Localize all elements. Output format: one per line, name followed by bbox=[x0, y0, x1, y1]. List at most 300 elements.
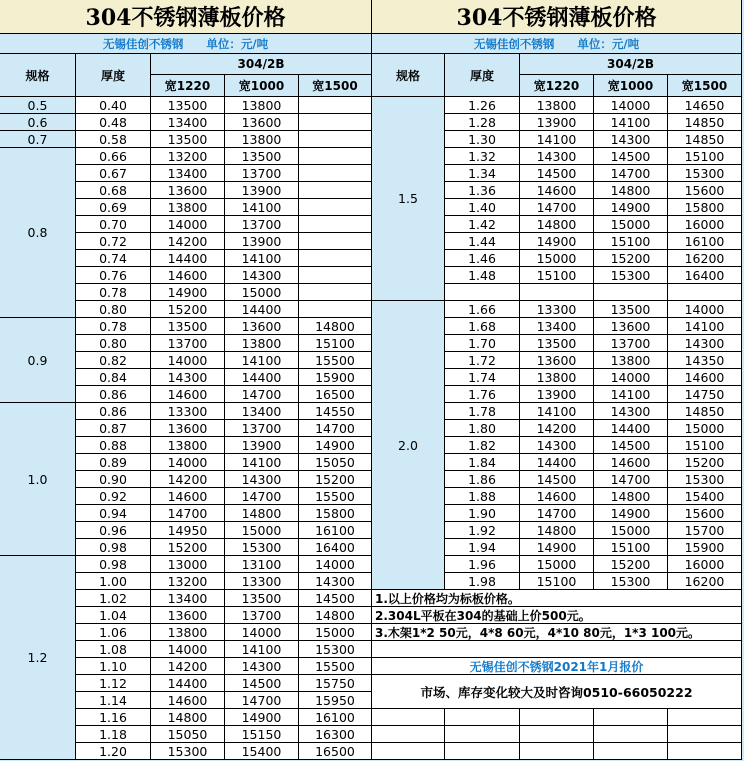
header-width-1220: 宽1220 bbox=[151, 75, 225, 97]
price-1000-cell: 13700 bbox=[594, 335, 668, 352]
thickness-cell: 0.98 bbox=[76, 556, 151, 573]
price-1500-cell: 15750 bbox=[299, 675, 372, 692]
price-1500-cell: 14350 bbox=[668, 352, 742, 369]
price-1000-cell: 15000 bbox=[225, 284, 299, 301]
price-1500-cell: 14700 bbox=[299, 420, 372, 437]
price-1500-cell bbox=[299, 114, 372, 131]
price-1000-cell: 14400 bbox=[594, 420, 668, 437]
price-1000-cell: 13900 bbox=[225, 182, 299, 199]
price-1500-cell bbox=[299, 301, 372, 318]
price-1000-cell: 14900 bbox=[594, 199, 668, 216]
price-1000-cell: 15300 bbox=[594, 573, 668, 590]
empty-cell bbox=[372, 743, 445, 760]
price-1000-cell: 14700 bbox=[594, 165, 668, 182]
empty-cell bbox=[594, 709, 668, 726]
price-1000-cell: 14100 bbox=[225, 641, 299, 658]
price-1220-cell: 13900 bbox=[520, 386, 594, 403]
price-1500-cell: 14300 bbox=[668, 335, 742, 352]
thickness-cell bbox=[445, 284, 520, 301]
thickness-cell: 0.74 bbox=[76, 250, 151, 267]
thickness-cell: 1.76 bbox=[445, 386, 520, 403]
price-1220-cell: 13800 bbox=[520, 369, 594, 386]
price-1000-cell: 14000 bbox=[594, 369, 668, 386]
price-1500-cell: 15600 bbox=[668, 182, 742, 199]
note-line: 1.以上价格均为标板价格。 bbox=[372, 590, 742, 607]
price-1220-cell: 14400 bbox=[520, 454, 594, 471]
price-1500-cell: 16100 bbox=[299, 709, 372, 726]
price-1000-cell: 14000 bbox=[225, 624, 299, 641]
thickness-cell: 0.84 bbox=[76, 369, 151, 386]
price-1500-cell: 14100 bbox=[668, 318, 742, 335]
price-1500-cell: 14000 bbox=[668, 301, 742, 318]
price-1500-cell: 14900 bbox=[299, 437, 372, 454]
empty-cell bbox=[594, 743, 668, 760]
thickness-cell: 1.98 bbox=[445, 573, 520, 590]
price-1500-cell: 15400 bbox=[668, 488, 742, 505]
price-1220-cell: 13800 bbox=[151, 437, 225, 454]
price-1220-cell: 14600 bbox=[520, 182, 594, 199]
price-1000-cell: 14300 bbox=[594, 131, 668, 148]
price-1500-cell: 15700 bbox=[668, 522, 742, 539]
spec-cell: 0.9 bbox=[0, 318, 76, 403]
thickness-cell: 1.88 bbox=[445, 488, 520, 505]
empty-cell bbox=[445, 726, 520, 743]
sheet-title: 304不锈钢薄板价格 bbox=[0, 0, 372, 34]
thickness-cell: 0.72 bbox=[76, 233, 151, 250]
price-1220-cell: 13800 bbox=[151, 624, 225, 641]
thickness-cell: 1.40 bbox=[445, 199, 520, 216]
price-1220-cell: 13600 bbox=[151, 182, 225, 199]
thickness-cell: 0.87 bbox=[76, 420, 151, 437]
thickness-cell: 1.12 bbox=[76, 675, 151, 692]
price-1000-cell: 15150 bbox=[225, 726, 299, 743]
price-1000-cell: 13700 bbox=[225, 216, 299, 233]
thickness-cell: 1.96 bbox=[445, 556, 520, 573]
footer-quote-date: 无锡佳创不锈钢2021年1月报价 bbox=[372, 658, 742, 675]
price-1500-cell: 14800 bbox=[299, 318, 372, 335]
thickness-cell: 1.74 bbox=[445, 369, 520, 386]
price-1000-cell: 13800 bbox=[225, 97, 299, 114]
thickness-cell: 0.70 bbox=[76, 216, 151, 233]
price-1220-cell: 14600 bbox=[151, 386, 225, 403]
price-1500-cell: 14500 bbox=[299, 590, 372, 607]
blank-row bbox=[372, 641, 742, 658]
thickness-cell: 0.92 bbox=[76, 488, 151, 505]
price-1220-cell: 14900 bbox=[151, 284, 225, 301]
price-1000-cell: 14300 bbox=[225, 471, 299, 488]
price-1000-cell: 13700 bbox=[225, 607, 299, 624]
price-1500-cell: 15500 bbox=[299, 658, 372, 675]
price-1220-cell: 14300 bbox=[520, 437, 594, 454]
empty-cell bbox=[594, 726, 668, 743]
price-1500-cell: 15800 bbox=[299, 505, 372, 522]
price-1220-cell: 14700 bbox=[520, 505, 594, 522]
price-1000-cell: 14800 bbox=[594, 488, 668, 505]
price-1000-cell: 14400 bbox=[225, 369, 299, 386]
price-1500-cell: 15900 bbox=[668, 539, 742, 556]
header-spec: 规格 bbox=[372, 54, 445, 97]
price-1500-cell: 15100 bbox=[668, 437, 742, 454]
thickness-cell: 0.80 bbox=[76, 301, 151, 318]
price-1500-cell: 15500 bbox=[299, 352, 372, 369]
price-1000-cell: 14300 bbox=[594, 403, 668, 420]
price-1000-cell: 14100 bbox=[225, 454, 299, 471]
price-1000-cell bbox=[594, 284, 668, 301]
empty-cell bbox=[372, 709, 445, 726]
thickness-cell: 1.92 bbox=[445, 522, 520, 539]
price-1220-cell: 14900 bbox=[520, 233, 594, 250]
thickness-cell: 1.82 bbox=[445, 437, 520, 454]
price-1500-cell: 16200 bbox=[668, 250, 742, 267]
price-1220-cell: 14200 bbox=[151, 658, 225, 675]
price-1220-cell: 13800 bbox=[520, 97, 594, 114]
price-1000-cell: 14100 bbox=[225, 199, 299, 216]
price-1500-cell bbox=[299, 267, 372, 284]
empty-cell bbox=[668, 743, 742, 760]
thickness-cell: 1.42 bbox=[445, 216, 520, 233]
price-1220-cell: 14000 bbox=[151, 641, 225, 658]
price-1220-cell: 15100 bbox=[520, 267, 594, 284]
thickness-cell: 1.20 bbox=[76, 743, 151, 760]
price-1220-cell: 14400 bbox=[151, 675, 225, 692]
price-1500-cell: 16100 bbox=[299, 522, 372, 539]
empty-cell bbox=[520, 709, 594, 726]
price-1220-cell: 13000 bbox=[151, 556, 225, 573]
thickness-cell: 0.76 bbox=[76, 267, 151, 284]
price-1220-cell: 14600 bbox=[151, 267, 225, 284]
empty-cell bbox=[445, 709, 520, 726]
price-1220-cell: 13200 bbox=[151, 148, 225, 165]
price-1500-cell bbox=[299, 250, 372, 267]
price-1500-cell: 15200 bbox=[299, 471, 372, 488]
thickness-cell: 0.86 bbox=[76, 403, 151, 420]
price-1000-cell: 13900 bbox=[225, 233, 299, 250]
price-1220-cell: 13600 bbox=[151, 607, 225, 624]
thickness-cell: 0.78 bbox=[76, 284, 151, 301]
price-1500-cell: 15600 bbox=[668, 505, 742, 522]
price-1500-cell: 15300 bbox=[668, 165, 742, 182]
price-1000-cell: 13500 bbox=[225, 148, 299, 165]
price-1220-cell: 14300 bbox=[520, 148, 594, 165]
price-1000-cell: 14400 bbox=[225, 301, 299, 318]
price-1220-cell bbox=[520, 284, 594, 301]
thickness-cell: 1.08 bbox=[76, 641, 151, 658]
header-width-1000: 宽1000 bbox=[225, 75, 299, 97]
price-1500-cell: 16500 bbox=[299, 743, 372, 760]
price-1500-cell: 16300 bbox=[299, 726, 372, 743]
price-1220-cell: 14000 bbox=[151, 216, 225, 233]
price-1220-cell: 14800 bbox=[520, 522, 594, 539]
price-1000-cell: 14100 bbox=[594, 114, 668, 131]
price-1220-cell: 13800 bbox=[151, 199, 225, 216]
price-1220-cell: 13400 bbox=[151, 114, 225, 131]
thickness-cell: 1.16 bbox=[76, 709, 151, 726]
price-1500-cell bbox=[668, 284, 742, 301]
thickness-cell: 1.44 bbox=[445, 233, 520, 250]
price-1220-cell: 14800 bbox=[520, 216, 594, 233]
price-1000-cell: 13400 bbox=[225, 403, 299, 420]
price-1500-cell: 16400 bbox=[299, 539, 372, 556]
price-1000-cell: 13700 bbox=[225, 420, 299, 437]
thickness-cell: 1.80 bbox=[445, 420, 520, 437]
price-1220-cell: 14800 bbox=[151, 709, 225, 726]
thickness-cell: 0.89 bbox=[76, 454, 151, 471]
price-1500-cell: 14600 bbox=[668, 369, 742, 386]
price-1220-cell: 13300 bbox=[151, 403, 225, 420]
price-1000-cell: 15100 bbox=[594, 539, 668, 556]
thickness-cell: 0.66 bbox=[76, 148, 151, 165]
price-1000-cell: 13500 bbox=[225, 590, 299, 607]
price-1500-cell: 15000 bbox=[668, 420, 742, 437]
price-1000-cell: 15200 bbox=[594, 250, 668, 267]
price-1220-cell: 15000 bbox=[520, 250, 594, 267]
thickness-cell: 0.67 bbox=[76, 165, 151, 182]
thickness-cell: 0.68 bbox=[76, 182, 151, 199]
thickness-cell: 1.66 bbox=[445, 301, 520, 318]
price-1500-cell: 15950 bbox=[299, 692, 372, 709]
price-1000-cell: 14700 bbox=[225, 488, 299, 505]
thickness-cell: 0.40 bbox=[76, 97, 151, 114]
price-1500-cell: 15900 bbox=[299, 369, 372, 386]
price-1500-cell: 16100 bbox=[668, 233, 742, 250]
header-spec: 规格 bbox=[0, 54, 76, 97]
price-1500-cell: 14800 bbox=[299, 607, 372, 624]
header-thickness: 厚度 bbox=[76, 54, 151, 97]
thickness-cell: 1.26 bbox=[445, 97, 520, 114]
price-1500-cell: 14850 bbox=[668, 131, 742, 148]
thickness-cell: 1.30 bbox=[445, 131, 520, 148]
price-1000-cell: 14000 bbox=[594, 97, 668, 114]
thickness-cell: 1.02 bbox=[76, 590, 151, 607]
header-width-1000: 宽1000 bbox=[594, 75, 668, 97]
price-1000-cell: 13800 bbox=[225, 131, 299, 148]
price-1000-cell: 15300 bbox=[225, 539, 299, 556]
price-1500-cell: 14850 bbox=[668, 114, 742, 131]
price-1220-cell: 14300 bbox=[151, 369, 225, 386]
price-1000-cell: 14800 bbox=[594, 182, 668, 199]
thickness-cell: 1.68 bbox=[445, 318, 520, 335]
sheet-subtitle: 无锡佳创不锈钢 单位：元/吨 bbox=[372, 34, 742, 54]
thickness-cell: 0.88 bbox=[76, 437, 151, 454]
price-1000-cell: 13500 bbox=[594, 301, 668, 318]
price-1220-cell: 13500 bbox=[151, 318, 225, 335]
price-1000-cell: 14300 bbox=[225, 658, 299, 675]
price-1220-cell: 14500 bbox=[520, 165, 594, 182]
price-1220-cell: 13500 bbox=[151, 131, 225, 148]
price-1000-cell: 15000 bbox=[594, 216, 668, 233]
spec-cell: 1.5 bbox=[372, 97, 445, 301]
price-1220-cell: 13400 bbox=[151, 590, 225, 607]
price-1220-cell: 13700 bbox=[151, 335, 225, 352]
price-1000-cell: 13600 bbox=[225, 318, 299, 335]
price-1000-cell: 14500 bbox=[594, 437, 668, 454]
empty-cell bbox=[668, 726, 742, 743]
price-1220-cell: 14600 bbox=[520, 488, 594, 505]
thickness-cell: 1.48 bbox=[445, 267, 520, 284]
price-1220-cell: 14900 bbox=[520, 539, 594, 556]
price-1000-cell: 13800 bbox=[594, 352, 668, 369]
footer-contact: 市场、库存变化较大及时咨询0510-66050222 bbox=[372, 675, 742, 709]
price-1000-cell: 15400 bbox=[225, 743, 299, 760]
spec-cell: 0.5 bbox=[0, 97, 76, 114]
price-1220-cell: 13500 bbox=[151, 97, 225, 114]
price-1500-cell bbox=[299, 284, 372, 301]
price-1500-cell: 15200 bbox=[668, 454, 742, 471]
thickness-cell: 0.94 bbox=[76, 505, 151, 522]
price-1500-cell bbox=[299, 97, 372, 114]
price-1000-cell: 14600 bbox=[594, 454, 668, 471]
thickness-cell: 1.18 bbox=[76, 726, 151, 743]
price-1500-cell: 14850 bbox=[668, 403, 742, 420]
price-1220-cell: 14000 bbox=[151, 352, 225, 369]
thickness-cell: 1.46 bbox=[445, 250, 520, 267]
price-1500-cell: 16000 bbox=[668, 556, 742, 573]
price-1220-cell: 15100 bbox=[520, 573, 594, 590]
thickness-cell: 1.00 bbox=[76, 573, 151, 590]
price-1220-cell: 14000 bbox=[151, 454, 225, 471]
price-1500-cell: 15100 bbox=[668, 148, 742, 165]
price-1000-cell: 15000 bbox=[225, 522, 299, 539]
spec-cell: 0.6 bbox=[0, 114, 76, 131]
spec-cell: 1.0 bbox=[0, 403, 76, 556]
thickness-cell: 0.80 bbox=[76, 335, 151, 352]
thickness-cell: 1.84 bbox=[445, 454, 520, 471]
price-1500-cell: 14300 bbox=[299, 573, 372, 590]
price-1000-cell: 13600 bbox=[594, 318, 668, 335]
thickness-cell: 0.90 bbox=[76, 471, 151, 488]
thickness-cell: 1.70 bbox=[445, 335, 520, 352]
price-1500-cell bbox=[299, 165, 372, 182]
empty-cell bbox=[520, 726, 594, 743]
price-1500-cell: 15000 bbox=[299, 624, 372, 641]
thickness-cell: 1.34 bbox=[445, 165, 520, 182]
price-1220-cell: 14700 bbox=[520, 199, 594, 216]
price-1000-cell: 13800 bbox=[225, 335, 299, 352]
thickness-cell: 1.14 bbox=[76, 692, 151, 709]
price-1220-cell: 14950 bbox=[151, 522, 225, 539]
price-1500-cell: 15100 bbox=[299, 335, 372, 352]
price-1000-cell: 14800 bbox=[225, 505, 299, 522]
header-width-1500: 宽1500 bbox=[668, 75, 742, 97]
thickness-cell: 0.69 bbox=[76, 199, 151, 216]
thickness-cell: 0.86 bbox=[76, 386, 151, 403]
empty-cell bbox=[445, 743, 520, 760]
sheet-title: 304不锈钢薄板价格 bbox=[372, 0, 742, 34]
header-width-1500: 宽1500 bbox=[299, 75, 372, 97]
price-1000-cell: 13300 bbox=[225, 573, 299, 590]
price-1000-cell: 14900 bbox=[225, 709, 299, 726]
price-1220-cell: 14100 bbox=[520, 403, 594, 420]
price-1000-cell: 13700 bbox=[225, 165, 299, 182]
header-grade: 304/2B bbox=[520, 54, 742, 75]
sheet-subtitle: 无锡佳创不锈钢 单位：元/吨 bbox=[0, 34, 372, 54]
price-1000-cell: 14900 bbox=[594, 505, 668, 522]
price-1500-cell bbox=[299, 182, 372, 199]
price-1220-cell: 15300 bbox=[151, 743, 225, 760]
spec-cell: 0.7 bbox=[0, 131, 76, 148]
price-1500-cell: 16400 bbox=[668, 267, 742, 284]
thickness-cell: 1.72 bbox=[445, 352, 520, 369]
price-1000-cell: 14300 bbox=[225, 267, 299, 284]
price-1500-cell bbox=[299, 199, 372, 216]
thickness-cell: 0.96 bbox=[76, 522, 151, 539]
price-1220-cell: 15050 bbox=[151, 726, 225, 743]
thickness-cell: 1.78 bbox=[445, 403, 520, 420]
spec-cell: 2.0 bbox=[372, 301, 445, 590]
price-1220-cell: 13500 bbox=[520, 335, 594, 352]
price-1000-cell: 14100 bbox=[225, 352, 299, 369]
header-grade: 304/2B bbox=[151, 54, 372, 75]
price-1220-cell: 15000 bbox=[520, 556, 594, 573]
price-1000-cell: 15200 bbox=[594, 556, 668, 573]
thickness-cell: 1.06 bbox=[76, 624, 151, 641]
thickness-cell: 1.32 bbox=[445, 148, 520, 165]
price-1500-cell: 16200 bbox=[668, 573, 742, 590]
thickness-cell: 1.86 bbox=[445, 471, 520, 488]
price-1220-cell: 13600 bbox=[151, 420, 225, 437]
price-1000-cell: 14700 bbox=[594, 471, 668, 488]
price-1000-cell: 13600 bbox=[225, 114, 299, 131]
price-1000-cell: 15300 bbox=[594, 267, 668, 284]
price-1500-cell: 16500 bbox=[299, 386, 372, 403]
spec-cell: 0.8 bbox=[0, 148, 76, 318]
price-1000-cell: 15100 bbox=[594, 233, 668, 250]
thickness-cell: 0.58 bbox=[76, 131, 151, 148]
empty-cell bbox=[520, 743, 594, 760]
price-1500-cell bbox=[299, 148, 372, 165]
price-1000-cell: 15000 bbox=[594, 522, 668, 539]
price-1220-cell: 13400 bbox=[520, 318, 594, 335]
price-1220-cell: 13300 bbox=[520, 301, 594, 318]
price-1220-cell: 13600 bbox=[520, 352, 594, 369]
price-1220-cell: 14700 bbox=[151, 505, 225, 522]
price-1000-cell: 14700 bbox=[225, 386, 299, 403]
thickness-cell: 1.36 bbox=[445, 182, 520, 199]
price-1220-cell: 14500 bbox=[520, 471, 594, 488]
price-1220-cell: 14600 bbox=[151, 692, 225, 709]
thickness-cell: 0.78 bbox=[76, 318, 151, 335]
price-1220-cell: 15200 bbox=[151, 301, 225, 318]
thickness-cell: 0.98 bbox=[76, 539, 151, 556]
price-1220-cell: 14200 bbox=[151, 233, 225, 250]
price-1220-cell: 14200 bbox=[151, 471, 225, 488]
thickness-cell: 1.90 bbox=[445, 505, 520, 522]
price-1000-cell: 14100 bbox=[225, 250, 299, 267]
empty-cell bbox=[668, 709, 742, 726]
header-width-1220: 宽1220 bbox=[520, 75, 594, 97]
price-1500-cell: 16000 bbox=[668, 216, 742, 233]
price-1000-cell: 13900 bbox=[225, 437, 299, 454]
price-1220-cell: 14400 bbox=[151, 250, 225, 267]
price-1500-cell: 15300 bbox=[299, 641, 372, 658]
header-thickness: 厚度 bbox=[445, 54, 520, 97]
price-1220-cell: 14100 bbox=[520, 131, 594, 148]
thickness-cell: 1.94 bbox=[445, 539, 520, 556]
price-1000-cell: 14100 bbox=[594, 386, 668, 403]
thickness-cell: 1.10 bbox=[76, 658, 151, 675]
price-1500-cell bbox=[299, 233, 372, 250]
price-1220-cell: 14600 bbox=[151, 488, 225, 505]
price-1220-cell: 14200 bbox=[520, 420, 594, 437]
price-1500-cell: 15500 bbox=[299, 488, 372, 505]
price-1500-cell: 15800 bbox=[668, 199, 742, 216]
price-1000-cell: 14500 bbox=[225, 675, 299, 692]
price-1500-cell bbox=[299, 131, 372, 148]
price-1000-cell: 13100 bbox=[225, 556, 299, 573]
thickness-cell: 1.28 bbox=[445, 114, 520, 131]
thickness-cell: 0.48 bbox=[76, 114, 151, 131]
price-1220-cell: 13900 bbox=[520, 114, 594, 131]
